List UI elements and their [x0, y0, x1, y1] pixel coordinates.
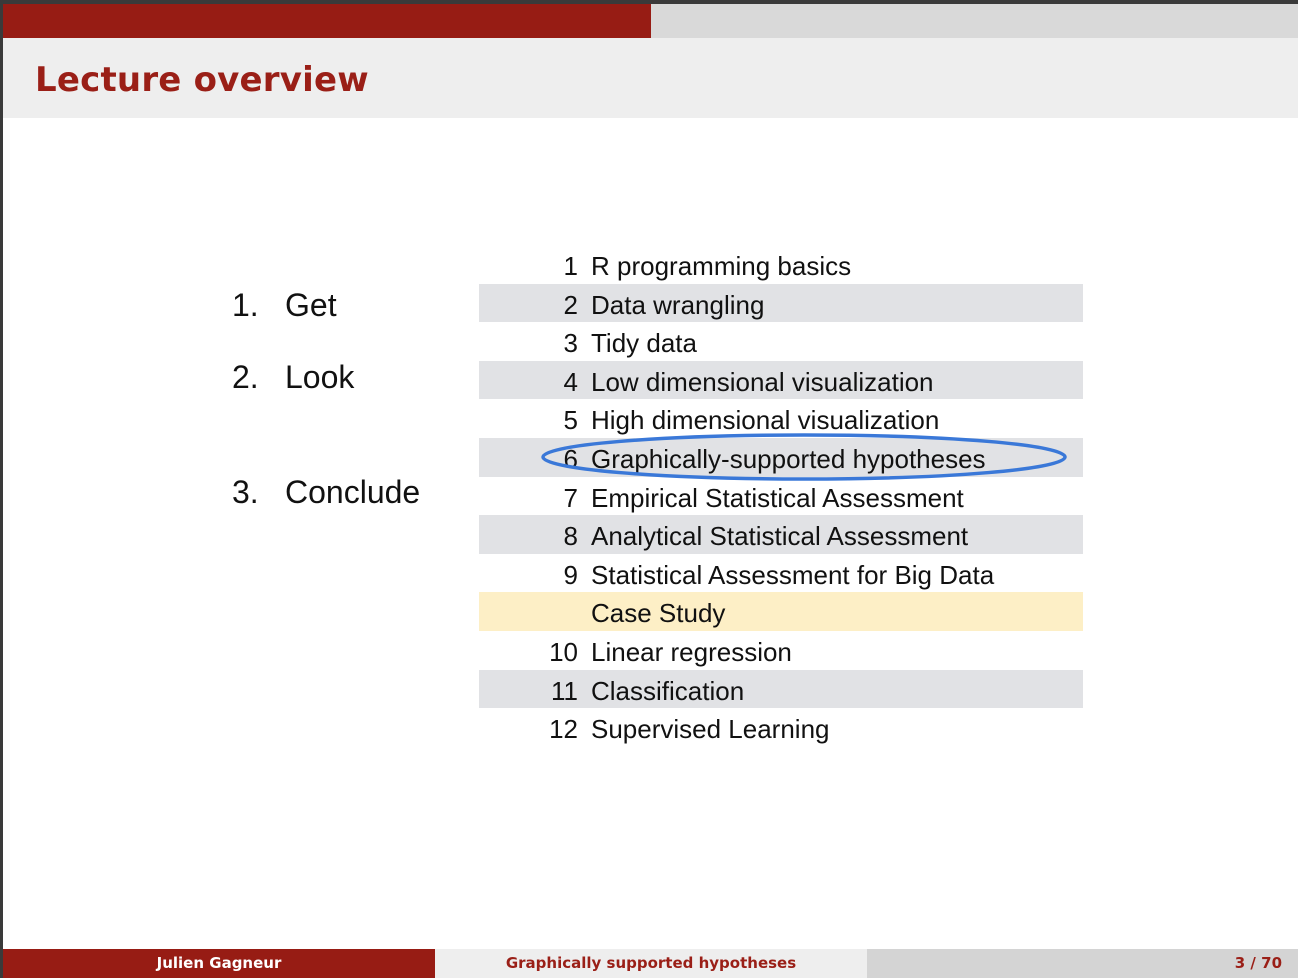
lecture-number: 3 [563, 328, 578, 359]
lecture-row [479, 708, 1083, 747]
lecture-number: 5 [563, 405, 578, 436]
lecture-row [479, 322, 1083, 361]
current-lecture-circle [540, 431, 1068, 483]
lecture-title: Low dimensional visualization [591, 366, 934, 397]
lecture-title: Analytical Statistical Assessment [591, 521, 969, 552]
lecture-row [479, 284, 1083, 323]
lecture-row-case-study [479, 592, 1083, 631]
lecture-row [479, 361, 1083, 400]
lecture-number: 11 [551, 675, 578, 706]
lecture-title: Case Study [591, 598, 726, 629]
phase-item-conclude [232, 474, 420, 511]
phase-number: 1. [232, 287, 259, 323]
lecture-title: Data wrangling [591, 289, 765, 320]
slide-header [3, 38, 1298, 118]
lecture-title: Linear regression [591, 636, 792, 667]
lecture-title: Supervised Learning [591, 714, 830, 745]
lecture-row [479, 245, 1083, 284]
footer-author: Julien Gagneur [3, 949, 435, 978]
lecture-number: 7 [563, 482, 578, 513]
lecture-row [479, 554, 1083, 593]
phase-label: Conclude [285, 474, 421, 510]
phase-item-look [232, 359, 354, 396]
page-counter: 3 / 70 [1234, 954, 1282, 972]
lecture-title: Tidy data [591, 328, 697, 359]
lecture-title: Statistical Assessment for Big Data [591, 559, 995, 590]
slide-footer [3, 949, 1298, 978]
phase-label: Look [285, 359, 355, 395]
lecture-number: 10 [549, 636, 578, 667]
progress-bar-fill [3, 4, 651, 38]
lecture-list [479, 245, 1083, 747]
footer-page-number [867, 949, 1298, 978]
lecture-title: Graphically-supported hypotheses [591, 443, 986, 474]
lecture-row [479, 670, 1083, 709]
lecture-number: 4 [563, 366, 578, 397]
lecture-title: Empirical Statistical Assessment [591, 482, 964, 513]
lecture-number: 8 [563, 521, 578, 552]
lecture-title: R programming basics [591, 251, 852, 281]
slide-title: Lecture overview [35, 60, 369, 100]
lecture-title: Classification [591, 675, 745, 706]
lecture-number: 12 [549, 714, 578, 745]
lecture-row [479, 515, 1083, 554]
progress-bar [3, 4, 1298, 38]
lecture-row [479, 631, 1083, 670]
lecture-number: 6 [563, 443, 578, 474]
phase-label: Get [285, 287, 337, 323]
slide [3, 4, 1298, 978]
footer-talk-title: Graphically supported hypotheses [435, 949, 867, 978]
phase-number: 3. [232, 474, 259, 510]
lecture-number: 1 [563, 251, 578, 281]
phase-item-get [232, 287, 337, 324]
lecture-number: 2 [563, 289, 578, 320]
lecture-title: High dimensional visualization [591, 405, 940, 436]
lecture-number: 9 [563, 559, 578, 590]
phase-number: 2. [232, 359, 259, 395]
